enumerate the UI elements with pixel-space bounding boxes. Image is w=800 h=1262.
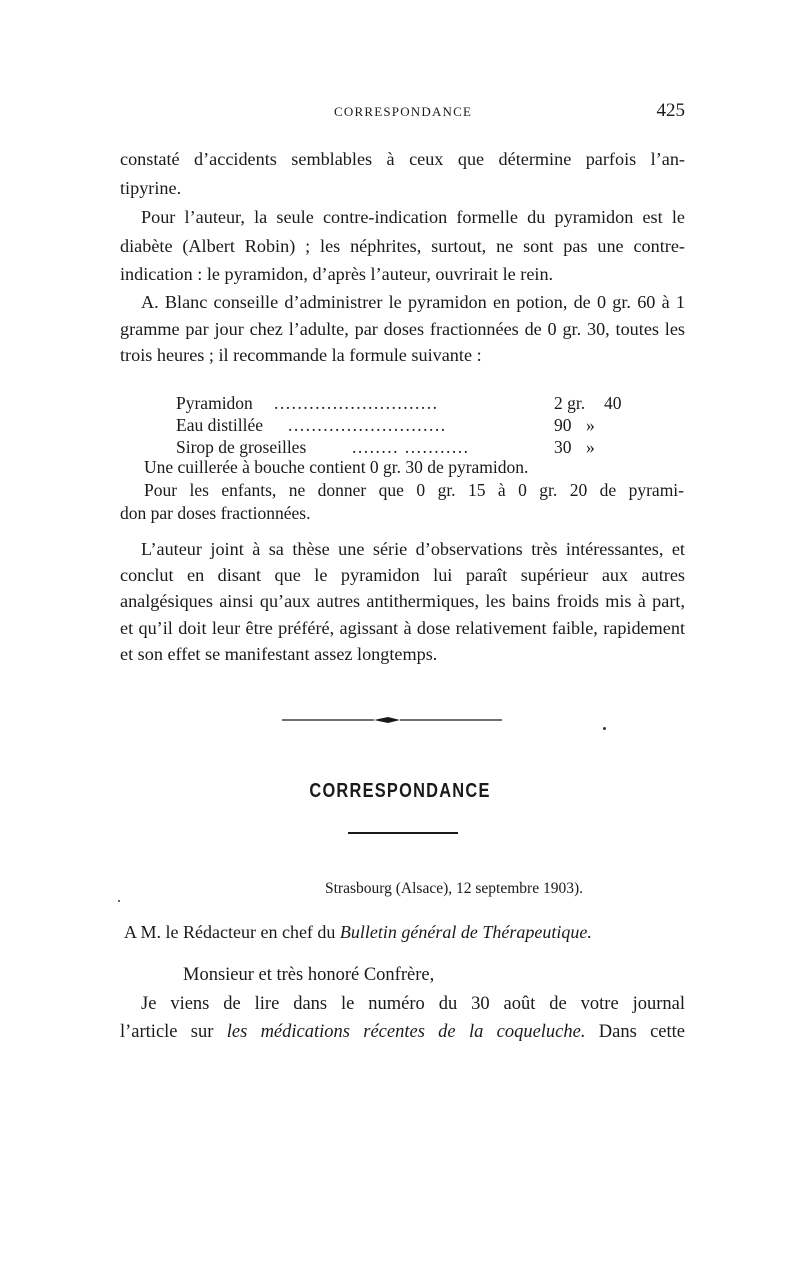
letter-line-prefix: l’article sur: [120, 1022, 227, 1042]
formula-unit: 40: [604, 393, 622, 413]
address-prefix: A M. le Rédacteur en chef du: [124, 922, 340, 942]
letter-line: [120, 1018, 685, 1047]
formula-ingredient: Pyramidon: [176, 393, 253, 413]
letter-line: Je viens de lire dans le numéro du 30 août de votre journal: [141, 994, 685, 1014]
section-heading: CORRESPONDANCE: [309, 780, 491, 802]
formula-row: [176, 414, 636, 436]
formula-unit: »: [586, 415, 595, 435]
letter-address: [124, 918, 689, 947]
print-speck: [603, 727, 606, 730]
formula-quantity: 30: [554, 437, 572, 457]
paragraph: A. Blanc conseille d’administrer le pyramidon en potion, de 0 gr. 60 à 1 gramme par jour chez l’adulte, par doses fractionnées de 0 gr. 30, toutes les trois heures ; il recommande la formule suivante :: [120, 292, 685, 365]
heading-rule: [348, 832, 458, 834]
leader-dots: ............................: [274, 393, 439, 413]
children-note-line: don par doses fractionnées.: [120, 503, 311, 523]
page-header: [120, 100, 685, 128]
paragraph: Pour l’auteur, la seule contre-indication formelle du pyramidon est le diabète (Albert Robin) ; les néphrites, surtout, ne sont pas une contre-indication : le pyramidon, d’après l’auteur, ouvrirait le rein.: [120, 207, 685, 285]
formula-quantity: 2 gr.: [554, 393, 586, 413]
formula-table: [176, 392, 636, 458]
leader-dots: ........ ...........: [352, 437, 470, 457]
letter-dateline: Strasbourg (Alsace), 12 septembre 1903).: [325, 880, 583, 897]
letter-salutation: Monsieur et très honoré Confrère,: [183, 965, 435, 985]
paragraph-line: tipyrine.: [120, 178, 182, 198]
page-number: 425: [656, 100, 685, 121]
journal-title: Bulletin général de Thérapeutique.: [339, 922, 592, 942]
divider-diamond-icon: [374, 717, 400, 723]
letter-line-suffix: Dans cette: [585, 1022, 686, 1042]
children-note-line: Pour les enfants, ne donner que 0 gr. 15 à 0 gr. 20 de pyrami-: [144, 480, 684, 500]
formula-ingredient: Sirop de groseilles: [176, 437, 307, 457]
running-title: CORRESPONDANCE: [334, 104, 473, 119]
conclusion-paragraph: L’auteur joint à sa thèse une série d’observations très intéressantes, et conclut en disant que le pyramidon lui paraît supérieur aux autres analgésiques ainsi qu’aux autres antithermiques, les bains froids mis à part, et qu’il doit leur être préféré, agissant à dose relativement faible, rapidement et son effet se manifestant assez longtemps.: [120, 539, 685, 664]
article-title: les médications récentes de la coqueluche.: [226, 1022, 586, 1042]
formula-row: [176, 392, 636, 414]
paragraph-line: constaté d’accidents semblables à ceux que détermine parfois l’an-: [120, 149, 685, 169]
leader-dots: ...........................: [288, 415, 447, 435]
ornamental-divider: [282, 710, 502, 730]
print-speck: [118, 900, 120, 902]
formula-row: [176, 436, 636, 458]
formula-quantity: 90: [554, 415, 572, 435]
formula-unit: »: [586, 437, 595, 457]
dose-note: Une cuillerée à bouche contient 0 gr. 30 de pyramidon.: [144, 457, 529, 477]
formula-ingredient: Eau distillée: [176, 415, 263, 435]
